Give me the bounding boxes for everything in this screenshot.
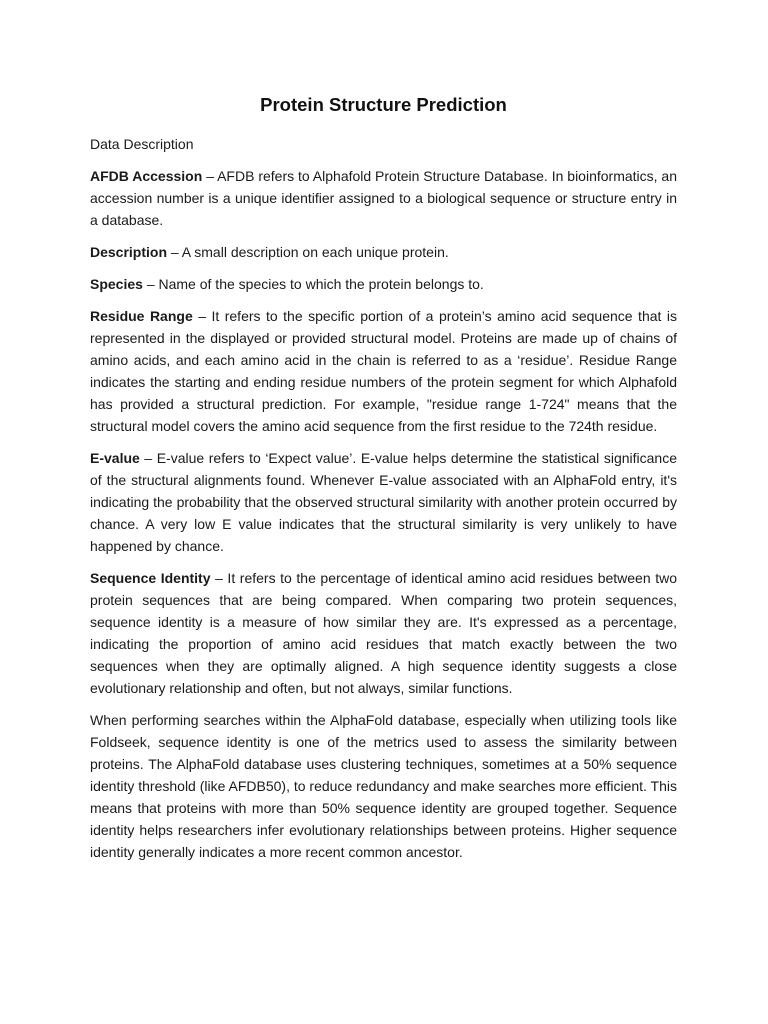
definition-species (90, 273, 677, 295)
document-page (90, 92, 677, 873)
definition-term: Description (90, 244, 168, 260)
closing-paragraph: When performing searches within the AlphaFold database, especially when utilizing tools like Foldseek, sequence identity is one of the metrics used to assess the similarity between proteins. The AlphaFold database uses clustering techniques, sometimes at a 50% sequence identity threshold (like AFDB50), to reduce redundancy and make searches more efficient. This means that proteins with more than 50% sequence identity are grouped together. Sequence identity helps researchers infer evolutionary relationships between proteins. Higher sequence identity generally indicates a more recent common ancestor. (90, 712, 678, 860)
definition-term: Residue Range (90, 308, 193, 324)
definition-residue-range (90, 305, 677, 437)
definition-text: – E-value refers to ‘Expect value’. E-value helps determine the statistical significance of the structural alignments found. Whenever E-value associated with an AlphaFold entry, it's indicating the probability that the observed structural similarity with another protein occurred by chance. A very low E value indicates that the structural similarity is very unlikely to have happened by chance. (90, 450, 677, 554)
definition-term: Sequence Identity (90, 570, 211, 586)
definition-term: Species (90, 276, 143, 292)
definition-text: – A small description on each unique protein. (167, 244, 449, 260)
definition-text: – AFDB refers to Alphafold Protein Structure Database. In bioinformatics, an accession number is a unique identifier assigned to a biological sequence or structure entry in a database. (90, 168, 677, 228)
definition-term: AFDB Accession (90, 168, 203, 184)
section-label: Data Description (90, 136, 194, 152)
definition-term: E-value (90, 450, 140, 466)
definition-text: – It refers to the specific portion of a protein’s amino acid sequence that is represented in the displayed or provided structural model. Proteins are made up of chains of amino acids, and each amino acid in the chain is referred to as a ‘residue’. Residue Range indicates the starting and ending residue numbers of the protein segment for which Alphafold has provided a structural prediction. For example, "residue range 1-724" means that the structural model covers the amino acid sequence from the first residue to the 724th residue. (90, 308, 677, 434)
definition-e-value (90, 447, 677, 557)
definition-text: – It refers to the percentage of identical amino acid residues between two protein sequences that are being compared. When comparing two protein sequences, sequence identity is a measure of how similar they are. It's expressed as a percentage, indicating the proportion of amino acid residues that match exactly between the two sequences when they are optimally aligned. A high sequence identity suggests a close evolutionary relationship and often, but not always, similar functions. (90, 570, 677, 696)
definition-text: – Name of the species to which the protein belongs to. (142, 276, 484, 292)
page-title: Protein Structure Prediction (260, 94, 507, 115)
definition-description (90, 241, 677, 263)
definition-sequence-identity (90, 567, 677, 699)
definition-afdb-accession (90, 165, 677, 231)
